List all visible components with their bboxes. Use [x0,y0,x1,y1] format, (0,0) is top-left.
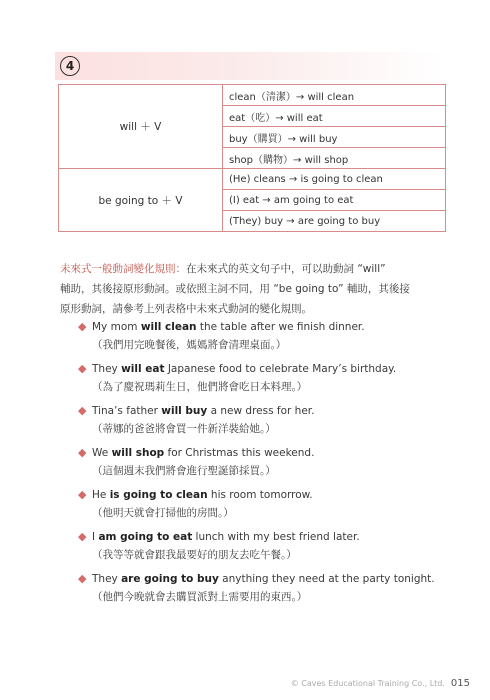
diamond-bullet-icon: ◆ [78,446,87,459]
will-row: buy（購買）→ will buy [223,127,446,148]
example-text: They [92,573,122,585]
example-text: his room tomorrow. [207,489,313,501]
will-row: clean（清潔）→ will clean [223,85,446,106]
example-english [78,570,458,588]
going-to-row: (They) buy → are going to buy [223,211,446,232]
diamond-bullet-icon: ◆ [78,488,87,501]
diamond-bullet-icon: ◆ [78,320,87,333]
example-list [78,318,458,612]
example-item [78,486,458,522]
example-text: for Christmas this weekend. [164,447,315,459]
example-text: I [92,531,99,543]
will-row: eat（吃）→ will eat [223,106,446,127]
diamond-bullet-icon: ◆ [78,530,87,543]
example-text: My mom [92,321,141,333]
example-item [78,360,458,396]
example-english [78,402,458,420]
example-verb: will clean [140,321,197,333]
example-verb: will buy [161,405,208,417]
rule-line-3: 原形動詞，請參考上列表格中未來式動詞的變化規則。 [60,303,312,315]
will-label: will ＋ V [59,85,223,169]
future-tense-table [58,84,446,232]
going-to-row: (I) eat → am going to eat [223,190,446,211]
example-text: anything they need at the party tonight. [218,573,435,585]
example-english [78,528,458,546]
diamond-bullet-icon: ◆ [78,572,87,585]
example-item [78,528,458,564]
rule-explanation [60,259,450,319]
example-text: He [92,489,110,501]
section-number: 4 [60,56,80,76]
going-to-row: (He) cleans → is going to clean [223,169,446,190]
example-verb: will eat [121,363,165,375]
example-english [78,444,458,462]
rule-line-2: 輔助，其後接原形動詞。或依照主詞不同，用 “be going to” 輔助，其後接 [60,283,410,295]
example-chinese: （為了慶祝瑪莉生日，他們將會吃日本料理。） [92,381,308,393]
section-header-band [55,52,445,80]
rule-heading: 未來式一般動詞變化規則： [60,263,186,275]
example-english [78,318,458,336]
example-text: a new dress for her. [207,405,315,417]
example-chinese: （我等等就會跟我最要好的朋友去吃午餐。） [92,549,297,561]
will-row: shop（購物）→ will shop [223,148,446,169]
example-item [78,318,458,354]
example-chinese: （我們用完晚餐後，媽媽將會清理桌面。） [92,339,287,351]
example-item [78,402,458,438]
example-verb: am going to eat [98,531,193,543]
example-verb: is going to clean [109,489,208,501]
diamond-bullet-icon: ◆ [78,404,87,417]
example-verb: will shop [111,447,165,459]
example-text: Tina’s father [92,405,162,417]
going-to-label: be going to ＋ V [59,169,223,232]
example-text: We [92,447,112,459]
diamond-bullet-icon: ◆ [78,362,87,375]
example-text: They [92,363,122,375]
copyright-text: © Caves Educational Training Co., Ltd. [290,679,445,688]
example-chinese: （他們今晚就會去購買派對上需要用的東西。） [92,591,308,603]
example-chinese: （這個週末我們將會進行聖誕節採買。） [92,465,276,477]
page-footer [291,678,470,689]
rule-text: 在未來式的英文句子中，可以助動詞 “will” [186,263,386,275]
example-text: the table after we finish dinner. [196,321,365,333]
example-item [78,444,458,480]
example-item [78,570,458,606]
example-text: Japanese food to celebrate Mary’s birthday. [164,363,397,375]
example-verb: are going to buy [121,573,219,585]
example-text: lunch with my best friend later. [192,531,360,543]
example-english [78,486,458,504]
rule-line-1 [60,259,450,279]
example-chinese: （他明天就會打掃他的房間。） [92,507,234,519]
example-chinese: （蒂娜的爸爸將會買一件新洋裝給她。） [92,423,276,435]
example-english [78,360,458,378]
page-number: 015 [450,678,470,689]
